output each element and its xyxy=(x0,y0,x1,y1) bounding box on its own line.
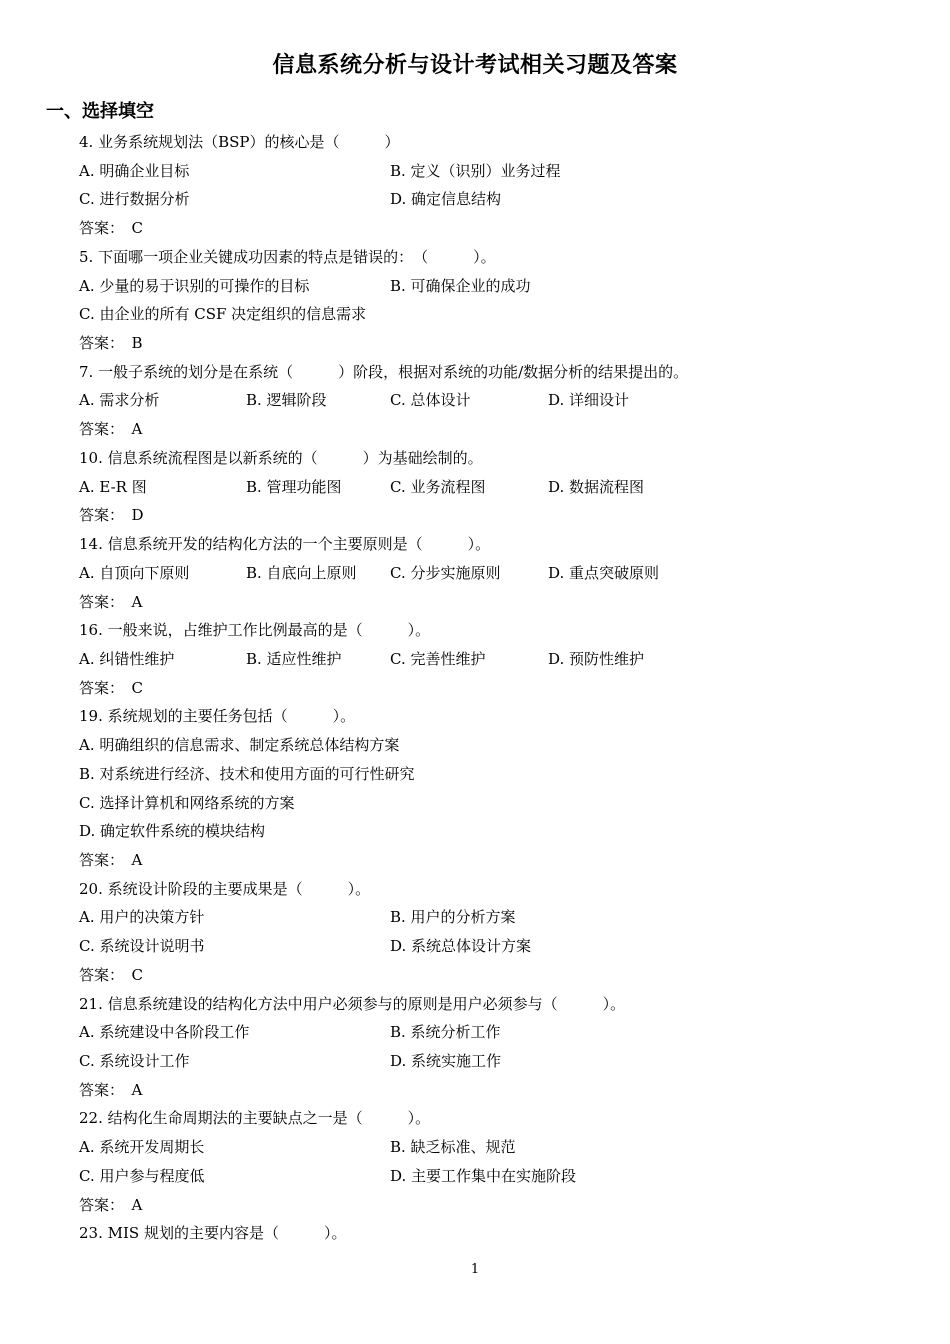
option-text: A. E-R 图 xyxy=(79,477,147,496)
option-text: D. 预防性维护 xyxy=(548,649,645,668)
answer-line xyxy=(79,961,919,990)
option-text: C. 业务流程图 xyxy=(390,477,486,496)
question-text: B. 对系统进行经济、技术和使用方面的可行性研究 xyxy=(79,764,415,783)
answer-text: 答案： A xyxy=(79,1080,143,1099)
question-text: 16. 一般来说，占维护工作比例最高的是（ ）。 xyxy=(79,621,431,640)
option-text: D. 系统总体设计方案 xyxy=(390,937,532,956)
option-text: B. 可确保企业的成功 xyxy=(390,276,531,295)
question-line xyxy=(79,358,919,387)
question-text: 20. 系统设计阶段的主要成果是（ ）。 xyxy=(79,879,371,898)
option-text: A. 少量的易于识别的可操作的目标 xyxy=(79,276,310,295)
option-text: D. 数据流程图 xyxy=(548,477,645,496)
question-text: D. 确定软件系统的模块结构 xyxy=(79,822,266,841)
options-line xyxy=(79,932,919,961)
option-text: D. 重点突破原则 xyxy=(548,563,660,582)
answer-text: 答案： C xyxy=(79,965,143,984)
option-text: C. 进行数据分析 xyxy=(79,190,190,209)
options-line xyxy=(79,157,919,186)
answer-text: 答案： B xyxy=(79,334,143,353)
question-line xyxy=(79,616,919,645)
question-line xyxy=(79,530,919,559)
question-text: 5. 下面哪一项企业关键成功因素的特点是错误的： （ ）。 xyxy=(79,247,496,266)
question-line xyxy=(79,990,919,1019)
answer-text: 答案： A xyxy=(79,420,143,439)
options-line xyxy=(79,1047,919,1076)
question-line xyxy=(79,243,919,272)
option-text: B. 用户的分析方案 xyxy=(390,908,516,927)
options-line xyxy=(79,1018,919,1047)
option-text: D. 主要工作集中在实施阶段 xyxy=(390,1166,577,1185)
option-text: B. 定义（识别）业务过程 xyxy=(390,161,561,180)
question-text: A. 明确组织的信息需求、制定系统总体结构方案 xyxy=(79,736,400,755)
answer-text: 答案： D xyxy=(79,506,144,525)
option-text: B. 逻辑阶段 xyxy=(246,391,327,410)
question-line xyxy=(79,789,919,818)
options-line xyxy=(79,645,919,674)
option-text: D. 系统实施工作 xyxy=(390,1052,502,1070)
option-text: A. 系统开发周期长 xyxy=(79,1138,205,1157)
question-line xyxy=(79,1219,919,1248)
question-line xyxy=(79,875,919,904)
answer-line xyxy=(79,1191,919,1220)
option-text: B. 缺乏标准、规范 xyxy=(390,1138,516,1157)
question-text: 21. 信息系统建设的结构化方法中用户必须参与的原则是用户必须参与（ ）。 xyxy=(79,994,626,1013)
option-text: B. 系统分析工作 xyxy=(390,1023,501,1042)
option-text: A. 用户的决策方针 xyxy=(79,908,205,927)
answer-text: 答案： A xyxy=(79,850,143,869)
option-text: A. 自顶向下原则 xyxy=(79,563,190,582)
section-heading: 一、选择填空 xyxy=(46,101,154,122)
option-text: C. 系统设计工作 xyxy=(79,1052,190,1070)
question-line xyxy=(79,444,919,473)
answer-line xyxy=(79,501,919,530)
question-line xyxy=(79,702,919,731)
answer-line xyxy=(79,329,919,358)
options-line xyxy=(79,473,919,502)
option-text: B. 适应性维护 xyxy=(246,649,342,668)
question-text: C. 由企业的所有 CSF 决定组织的信息需求 xyxy=(79,305,367,324)
question-text: C. 选择计算机和网络系统的方案 xyxy=(79,793,295,812)
question-line xyxy=(79,817,919,846)
answer-line xyxy=(79,588,919,617)
answer-line xyxy=(79,846,919,875)
answer-line xyxy=(79,415,919,444)
option-text: C. 用户参与程度低 xyxy=(79,1166,205,1185)
answer-line xyxy=(79,214,919,243)
page-number: 1 xyxy=(470,1262,480,1277)
question-text: 10. 信息系统流程图是以新系统的（ ）为基础绘制的。 xyxy=(79,448,483,467)
option-text: A. 纠错性维护 xyxy=(79,649,175,668)
question-text: 7. 一般子系统的划分是在系统（ ）阶段，根据对系统的功能/数据分析的结果提出的。 xyxy=(79,362,689,381)
question-text: 14. 信息系统开发的结构化方法的一个主要原则是（ ）。 xyxy=(79,535,491,554)
question-list xyxy=(79,128,919,1248)
question-text: 22. 结构化生命周期法的主要缺点之一是（ ）。 xyxy=(79,1109,431,1128)
option-text: D. 详细设计 xyxy=(548,391,630,410)
document-title: 信息系统分析与设计考试相关习题及答案 xyxy=(272,53,678,78)
option-text: C. 总体设计 xyxy=(390,391,471,410)
options-line xyxy=(79,903,919,932)
options-line xyxy=(79,1133,919,1162)
question-line xyxy=(79,1104,919,1133)
options-line xyxy=(79,272,919,301)
option-text: A. 需求分析 xyxy=(79,391,160,410)
option-text: D. 确定信息结构 xyxy=(390,190,502,209)
question-text: 19. 系统规划的主要任务包括（ ）。 xyxy=(79,707,356,726)
option-text: B. 自底向上原则 xyxy=(246,563,357,582)
question-line xyxy=(79,300,919,329)
option-text: A. 明确企业目标 xyxy=(79,161,190,180)
question-text: 4. 业务系统规划法（BSP）的核心是（ ） xyxy=(79,133,400,151)
options-line xyxy=(79,1162,919,1191)
answer-text: 答案： C xyxy=(79,678,143,697)
option-text: C. 完善性维护 xyxy=(390,649,486,668)
answer-line xyxy=(79,674,919,703)
options-line xyxy=(79,559,919,588)
answer-text: 答案： A xyxy=(79,592,143,611)
answer-line xyxy=(79,1076,919,1105)
question-line xyxy=(79,128,919,157)
option-text: A. 系统建设中各阶段工作 xyxy=(79,1023,250,1042)
question-line xyxy=(79,731,919,760)
options-line xyxy=(79,185,919,214)
options-line xyxy=(79,386,919,415)
question-line xyxy=(79,760,919,789)
option-text: C. 系统设计说明书 xyxy=(79,937,205,956)
answer-text: 答案： C xyxy=(79,219,143,238)
question-text: 23. MIS 规划的主要内容是（ ）。 xyxy=(79,1224,347,1243)
answer-text: 答案： A xyxy=(79,1195,143,1214)
option-text: C. 分步实施原则 xyxy=(390,563,501,582)
option-text: B. 管理功能图 xyxy=(246,477,342,496)
